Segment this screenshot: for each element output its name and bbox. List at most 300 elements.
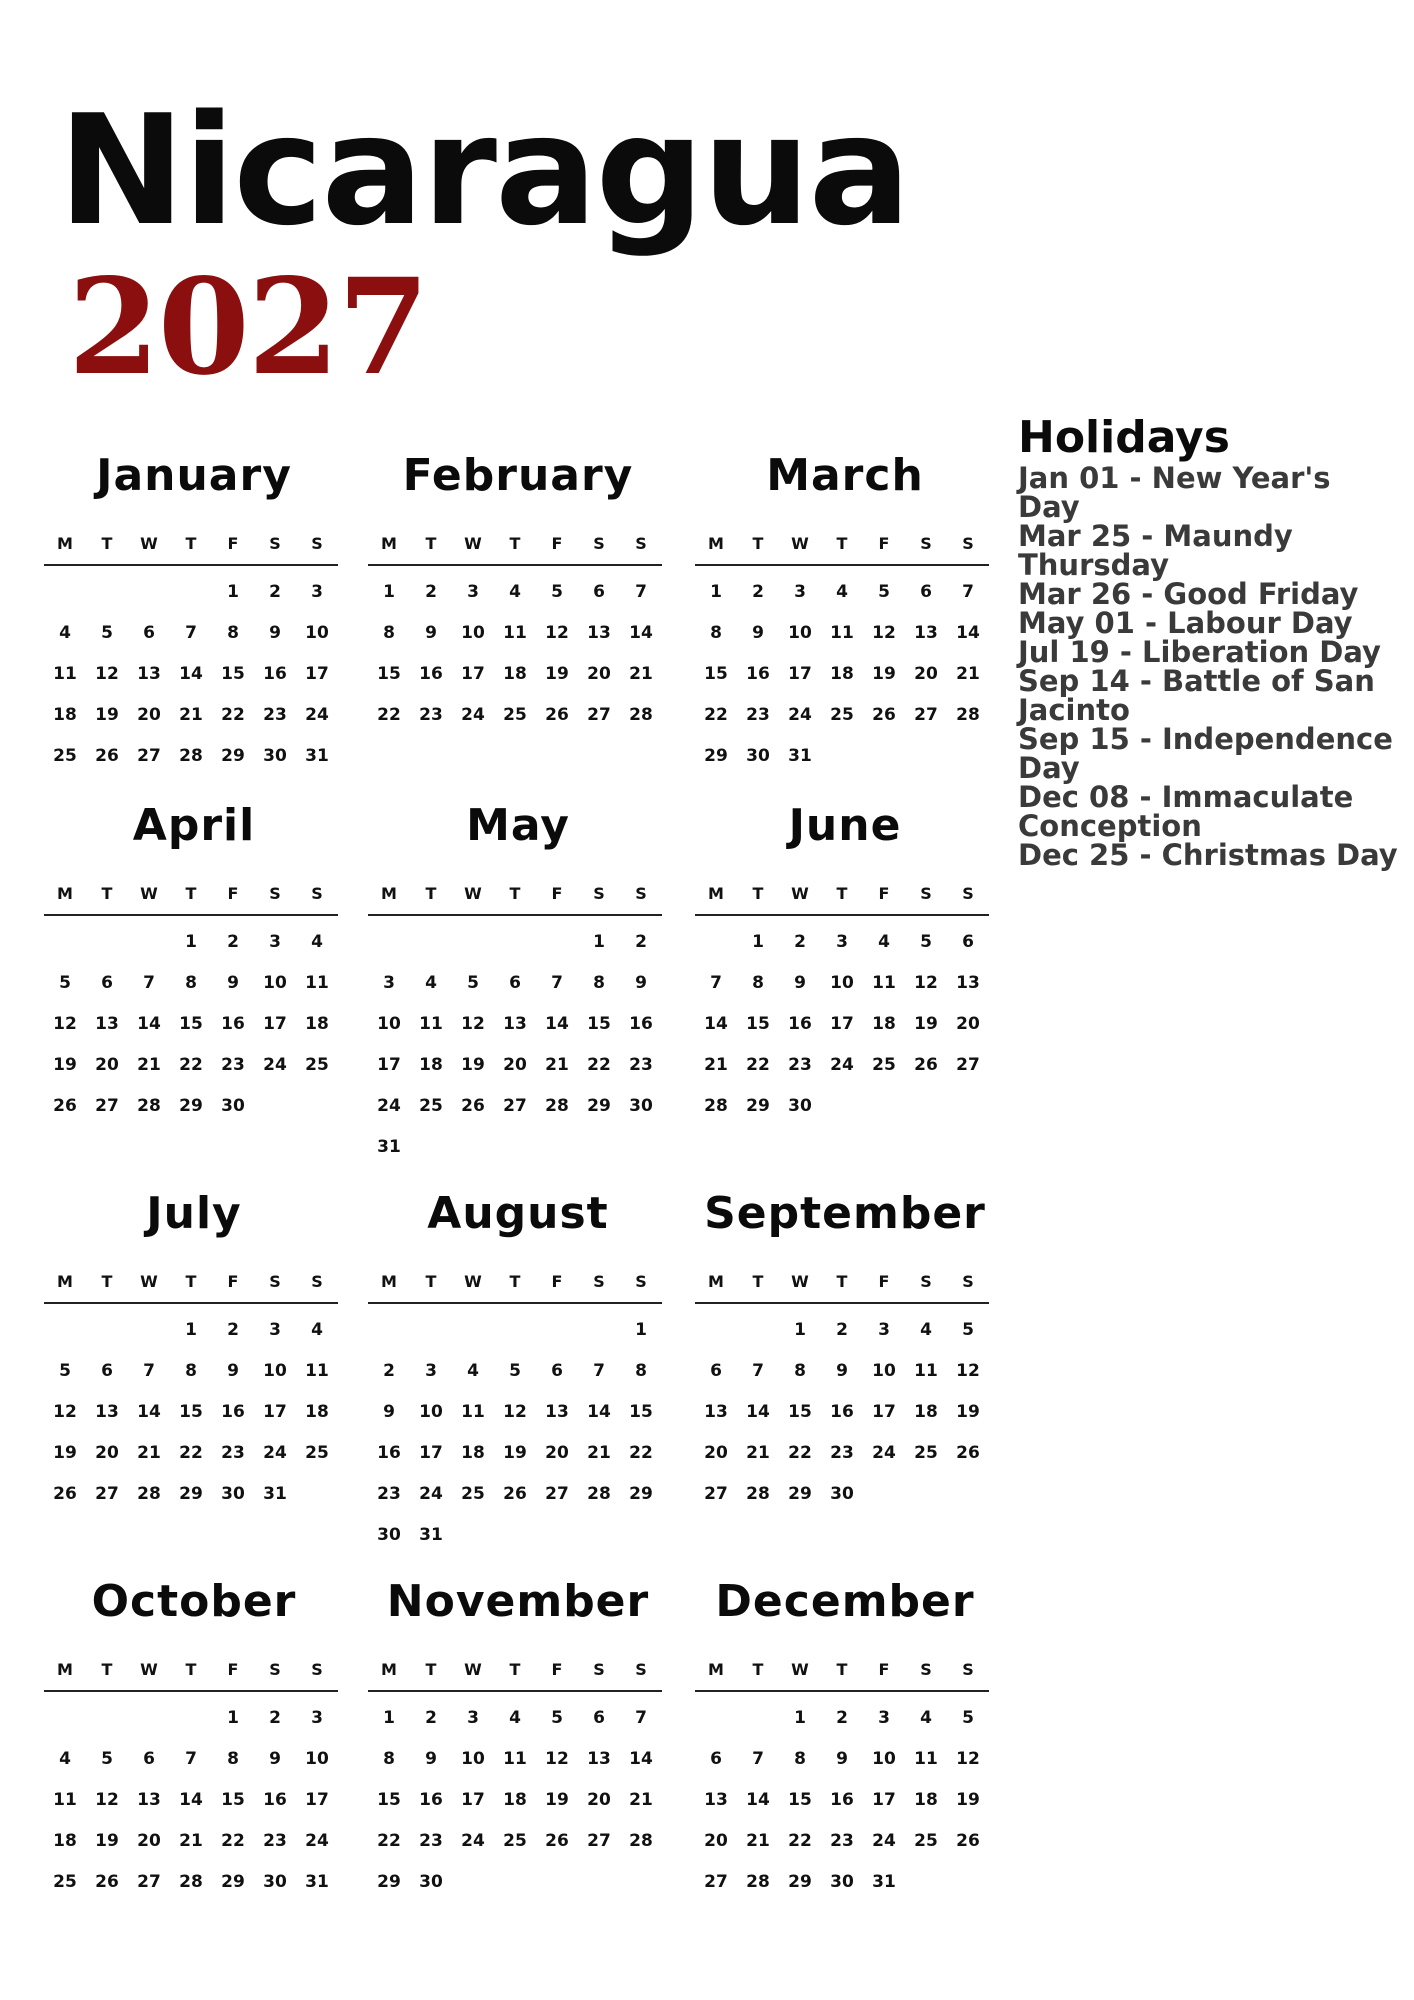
day-cell: 26 (53, 1096, 77, 1116)
weekday-label: S (962, 884, 974, 903)
weekday-label: M (708, 1660, 724, 1679)
day-cell: 6 (101, 1361, 113, 1381)
day-cell: 11 (872, 973, 896, 993)
day-cell: 8 (593, 973, 605, 993)
day-cell: 2 (836, 1708, 848, 1728)
day-cell: 3 (311, 582, 323, 602)
holiday-item: Mar 25 - Maundy Thursday (1018, 519, 1293, 582)
day-cell: 24 (461, 705, 485, 725)
day-blank (578, 1310, 620, 1351)
day-cell: 6 (551, 1361, 563, 1381)
day-cell: 13 (137, 1790, 161, 1810)
weekday-header (44, 1268, 338, 1304)
day-cell: 10 (872, 1749, 896, 1769)
day-cell: 10 (419, 1402, 443, 1422)
day-blank (170, 1698, 212, 1739)
day-cell: 20 (956, 1014, 980, 1034)
day-cell: 2 (425, 582, 437, 602)
day-cell: 29 (179, 1096, 203, 1116)
day-cell: 6 (593, 1708, 605, 1728)
month-name: December (715, 1576, 975, 1627)
day-cell: 15 (587, 1014, 611, 1034)
day-blank (128, 1310, 170, 1351)
day-cell: 23 (263, 705, 287, 725)
day-cell: 17 (788, 664, 812, 684)
day-blank (368, 1310, 410, 1351)
day-cell: 19 (872, 664, 896, 684)
day-cell: 12 (461, 1014, 485, 1034)
day-cell: 18 (461, 1443, 485, 1463)
day-cell: 28 (587, 1484, 611, 1504)
day-cell: 21 (704, 1055, 728, 1075)
day-cell: 12 (956, 1361, 980, 1381)
weekday-label: S (962, 534, 974, 553)
weekday-label: S (593, 884, 605, 903)
day-cell: 5 (962, 1708, 974, 1728)
day-grid (368, 1698, 662, 1903)
day-blank (452, 1310, 494, 1351)
day-cell: 2 (227, 932, 239, 952)
day-cell: 4 (425, 973, 437, 993)
day-cell: 20 (587, 1790, 611, 1810)
day-cell: 4 (59, 623, 71, 643)
day-cell: 2 (383, 1361, 395, 1381)
day-cell: 22 (704, 705, 728, 725)
day-blank (44, 572, 86, 613)
weekday-header (368, 1656, 662, 1692)
day-cell: 9 (383, 1402, 395, 1422)
day-cell: 7 (551, 973, 563, 993)
day-cell: 14 (629, 623, 653, 643)
day-blank (737, 1698, 779, 1739)
day-cell: 7 (962, 582, 974, 602)
day-cell: 23 (629, 1055, 653, 1075)
weekday-header (368, 1268, 662, 1304)
weekday-label: S (635, 1660, 647, 1679)
day-cell: 22 (377, 1831, 401, 1851)
day-cell: 15 (377, 1790, 401, 1810)
day-cell: 25 (53, 746, 77, 766)
day-blank (737, 1310, 779, 1351)
day-blank (452, 922, 494, 963)
day-cell: 5 (59, 1361, 71, 1381)
day-cell: 26 (461, 1096, 485, 1116)
weekday-label: M (708, 1272, 724, 1291)
day-cell: 14 (179, 1790, 203, 1810)
day-cell: 23 (746, 705, 770, 725)
day-cell: 16 (746, 664, 770, 684)
day-cell: 22 (221, 705, 245, 725)
holiday-item: Jul 19 - Liberation Day (1018, 635, 1381, 669)
day-cell: 20 (137, 1831, 161, 1851)
month-name: January (96, 450, 292, 501)
weekday-label: S (920, 1272, 932, 1291)
day-cell: 8 (227, 623, 239, 643)
day-cell: 3 (878, 1708, 890, 1728)
day-cell: 17 (872, 1402, 896, 1422)
day-cell: 29 (221, 746, 245, 766)
day-cell: 15 (179, 1014, 203, 1034)
day-cell: 15 (629, 1402, 653, 1422)
day-cell: 20 (704, 1831, 728, 1851)
weekday-label: F (551, 534, 563, 553)
day-cell: 27 (545, 1484, 569, 1504)
day-cell: 15 (221, 1790, 245, 1810)
day-cell: 16 (263, 664, 287, 684)
weekday-label: F (878, 884, 890, 903)
day-cell: 31 (305, 746, 329, 766)
day-blank (695, 1698, 737, 1739)
holiday-item: Mar 26 - Good Friday (1018, 577, 1359, 611)
weekday-label: F (551, 884, 563, 903)
weekday-label: M (57, 1272, 73, 1291)
day-cell: 3 (836, 932, 848, 952)
day-cell: 31 (872, 1872, 896, 1892)
day-cell: 1 (227, 1708, 239, 1728)
day-cell: 6 (143, 1749, 155, 1769)
weekday-label: T (509, 534, 521, 553)
day-cell: 18 (503, 1790, 527, 1810)
day-cell: 29 (221, 1872, 245, 1892)
day-grid (695, 1310, 989, 1515)
weekday-label: M (381, 1272, 397, 1291)
day-cell: 18 (305, 1014, 329, 1034)
day-cell: 16 (830, 1402, 854, 1422)
day-cell: 9 (227, 1361, 239, 1381)
day-cell: 24 (872, 1443, 896, 1463)
day-cell: 10 (872, 1361, 896, 1381)
holiday-item: Sep 15 - Independence Day (1018, 722, 1393, 785)
day-cell: 4 (836, 582, 848, 602)
month-name: June (788, 800, 902, 851)
weekday-label: F (227, 884, 239, 903)
day-cell: 9 (635, 973, 647, 993)
day-cell: 3 (311, 1708, 323, 1728)
weekday-label: F (878, 534, 890, 553)
day-cell: 14 (587, 1402, 611, 1422)
day-cell: 29 (788, 1872, 812, 1892)
day-cell: 26 (545, 705, 569, 725)
holidays-panel (1018, 412, 1398, 870)
day-cell: 16 (629, 1014, 653, 1034)
weekday-label: S (962, 1660, 974, 1679)
day-cell: 27 (914, 705, 938, 725)
day-cell: 20 (503, 1055, 527, 1075)
day-cell: 7 (635, 1708, 647, 1728)
day-cell: 4 (311, 932, 323, 952)
day-cell: 25 (419, 1096, 443, 1116)
day-cell: 11 (914, 1361, 938, 1381)
weekday-label: S (635, 1272, 647, 1291)
day-cell: 27 (704, 1872, 728, 1892)
day-cell: 30 (221, 1484, 245, 1504)
weekday-label: S (311, 1272, 323, 1291)
day-cell: 12 (95, 1790, 119, 1810)
day-cell: 8 (185, 973, 197, 993)
month-name: August (427, 1188, 609, 1239)
day-cell: 9 (752, 623, 764, 643)
day-cell: 27 (137, 746, 161, 766)
weekday-header (44, 1656, 338, 1692)
day-cell: 26 (914, 1055, 938, 1075)
day-cell: 19 (53, 1443, 77, 1463)
day-cell: 30 (788, 1096, 812, 1116)
day-cell: 31 (377, 1137, 401, 1157)
day-cell: 12 (545, 623, 569, 643)
day-cell: 27 (956, 1055, 980, 1075)
weekday-label: T (836, 1272, 848, 1291)
day-cell: 23 (221, 1055, 245, 1075)
weekday-label: S (311, 1660, 323, 1679)
day-cell: 1 (383, 1708, 395, 1728)
day-cell: 7 (143, 973, 155, 993)
day-cell: 23 (419, 1831, 443, 1851)
day-cell: 2 (227, 1320, 239, 1340)
day-cell: 21 (956, 664, 980, 684)
day-cell: 22 (788, 1831, 812, 1851)
day-cell: 8 (383, 623, 395, 643)
weekday-label: T (185, 534, 197, 553)
weekday-label: T (101, 884, 113, 903)
day-cell: 28 (629, 705, 653, 725)
day-cell: 18 (305, 1402, 329, 1422)
weekday-label: T (752, 884, 764, 903)
day-cell: 13 (95, 1014, 119, 1034)
day-cell: 20 (704, 1443, 728, 1463)
day-cell: 16 (419, 1790, 443, 1810)
day-cell: 13 (503, 1014, 527, 1034)
day-cell: 23 (263, 1831, 287, 1851)
day-cell: 21 (746, 1443, 770, 1463)
day-cell: 13 (704, 1790, 728, 1810)
day-cell: 22 (221, 1831, 245, 1851)
day-cell: 16 (419, 664, 443, 684)
weekday-label: W (464, 1272, 482, 1291)
day-cell: 6 (710, 1361, 722, 1381)
day-cell: 8 (710, 623, 722, 643)
day-grid (44, 1310, 338, 1515)
day-cell: 14 (137, 1014, 161, 1034)
weekday-label: T (425, 884, 437, 903)
weekday-label: M (381, 884, 397, 903)
day-cell: 11 (461, 1402, 485, 1422)
day-cell: 29 (587, 1096, 611, 1116)
day-cell: 12 (956, 1749, 980, 1769)
day-cell: 18 (872, 1014, 896, 1034)
day-blank (86, 1698, 128, 1739)
day-cell: 23 (788, 1055, 812, 1075)
weekday-header (695, 1268, 989, 1304)
weekday-label: T (185, 1660, 197, 1679)
weekday-header (695, 1656, 989, 1692)
day-cell: 18 (503, 664, 527, 684)
day-cell: 24 (419, 1484, 443, 1504)
day-cell: 13 (956, 973, 980, 993)
day-cell: 10 (377, 1014, 401, 1034)
day-cell: 21 (746, 1831, 770, 1851)
day-cell: 21 (179, 1831, 203, 1851)
holiday-item: Jan 01 - New Year's Day (1018, 461, 1331, 524)
day-cell: 14 (545, 1014, 569, 1034)
month-name: November (386, 1576, 650, 1627)
day-cell: 6 (509, 973, 521, 993)
day-cell: 28 (179, 1872, 203, 1892)
day-cell: 26 (53, 1484, 77, 1504)
weekday-label: S (269, 1660, 281, 1679)
day-cell: 17 (872, 1790, 896, 1810)
day-cell: 29 (629, 1484, 653, 1504)
day-cell: 21 (587, 1443, 611, 1463)
day-cell: 23 (221, 1443, 245, 1463)
day-cell: 10 (830, 973, 854, 993)
weekday-label: S (635, 534, 647, 553)
day-cell: 1 (227, 582, 239, 602)
weekday-label: F (551, 1272, 563, 1291)
day-blank (86, 572, 128, 613)
day-cell: 11 (503, 623, 527, 643)
weekday-label: S (269, 884, 281, 903)
day-cell: 6 (920, 582, 932, 602)
day-cell: 4 (311, 1320, 323, 1340)
day-cell: 19 (53, 1055, 77, 1075)
weekday-label: T (101, 534, 113, 553)
day-cell: 28 (137, 1484, 161, 1504)
day-cell: 12 (53, 1402, 77, 1422)
day-cell: 29 (377, 1872, 401, 1892)
weekday-label: T (836, 534, 848, 553)
weekday-header (695, 530, 989, 566)
day-cell: 11 (53, 1790, 77, 1810)
day-cell: 25 (503, 1831, 527, 1851)
day-cell: 24 (788, 705, 812, 725)
day-blank (128, 572, 170, 613)
day-blank (170, 572, 212, 613)
weekday-label: S (962, 1272, 974, 1291)
day-cell: 19 (956, 1402, 980, 1422)
day-grid (368, 572, 662, 736)
day-cell: 2 (752, 582, 764, 602)
day-cell: 9 (836, 1749, 848, 1769)
day-cell: 1 (185, 1320, 197, 1340)
day-cell: 16 (788, 1014, 812, 1034)
day-cell: 15 (179, 1402, 203, 1422)
weekday-label: W (140, 1660, 158, 1679)
day-cell: 18 (53, 1831, 77, 1851)
day-cell: 1 (635, 1320, 647, 1340)
day-cell: 17 (305, 1790, 329, 1810)
day-cell: 30 (263, 1872, 287, 1892)
day-cell: 28 (956, 705, 980, 725)
weekday-label: M (381, 1660, 397, 1679)
day-cell: 8 (635, 1361, 647, 1381)
holiday-item: Dec 25 - Christmas Day (1018, 838, 1398, 872)
month-name: March (766, 450, 924, 501)
day-cell: 15 (788, 1790, 812, 1810)
day-cell: 22 (587, 1055, 611, 1075)
weekday-label: T (425, 1660, 437, 1679)
day-cell: 31 (788, 746, 812, 766)
day-cell: 26 (545, 1831, 569, 1851)
day-cell: 20 (914, 664, 938, 684)
day-cell: 31 (263, 1484, 287, 1504)
weekday-label: F (551, 1660, 563, 1679)
day-cell: 22 (179, 1443, 203, 1463)
day-cell: 12 (545, 1749, 569, 1769)
month-name: July (146, 1188, 242, 1239)
holidays-heading: Holidays (1018, 412, 1230, 463)
day-cell: 7 (710, 973, 722, 993)
day-cell: 10 (305, 1749, 329, 1769)
day-cell: 5 (101, 1749, 113, 1769)
weekday-label: T (509, 1272, 521, 1291)
day-cell: 15 (377, 664, 401, 684)
weekday-label: T (836, 884, 848, 903)
day-cell: 3 (383, 973, 395, 993)
day-cell: 17 (461, 1790, 485, 1810)
day-cell: 13 (914, 623, 938, 643)
day-cell: 30 (830, 1484, 854, 1504)
weekday-label: W (791, 1272, 809, 1291)
day-cell: 5 (467, 973, 479, 993)
day-cell: 29 (179, 1484, 203, 1504)
day-cell: 13 (704, 1402, 728, 1422)
day-cell: 24 (461, 1831, 485, 1851)
day-cell: 26 (503, 1484, 527, 1504)
day-cell: 22 (179, 1055, 203, 1075)
day-cell: 3 (269, 932, 281, 952)
day-cell: 25 (503, 705, 527, 725)
day-cell: 18 (53, 705, 77, 725)
day-blank (494, 1310, 536, 1351)
day-blank (494, 922, 536, 963)
day-cell: 28 (629, 1831, 653, 1851)
day-cell: 16 (221, 1014, 245, 1034)
weekday-label: S (920, 1660, 932, 1679)
day-cell: 24 (305, 705, 329, 725)
day-cell: 21 (137, 1055, 161, 1075)
weekday-label: W (140, 1272, 158, 1291)
day-cell: 17 (305, 664, 329, 684)
day-cell: 15 (746, 1014, 770, 1034)
day-cell: 9 (425, 623, 437, 643)
day-cell: 1 (752, 932, 764, 952)
day-cell: 23 (830, 1443, 854, 1463)
weekday-label: M (57, 1660, 73, 1679)
day-cell: 24 (263, 1443, 287, 1463)
day-cell: 17 (461, 664, 485, 684)
day-cell: 25 (872, 1055, 896, 1075)
day-cell: 28 (746, 1484, 770, 1504)
weekday-label: W (140, 534, 158, 553)
day-cell: 8 (227, 1749, 239, 1769)
day-grid (695, 1698, 989, 1903)
day-cell: 17 (377, 1055, 401, 1075)
day-cell: 30 (263, 746, 287, 766)
day-cell: 25 (914, 1443, 938, 1463)
weekday-label: M (708, 884, 724, 903)
day-cell: 22 (788, 1443, 812, 1463)
day-cell: 25 (305, 1055, 329, 1075)
day-cell: 12 (95, 664, 119, 684)
day-cell: 30 (221, 1096, 245, 1116)
day-cell: 5 (509, 1361, 521, 1381)
weekday-label: T (836, 1660, 848, 1679)
day-cell: 11 (830, 623, 854, 643)
day-cell: 25 (461, 1484, 485, 1504)
day-cell: 6 (593, 582, 605, 602)
holidays-list (1018, 461, 1398, 872)
day-cell: 9 (794, 973, 806, 993)
